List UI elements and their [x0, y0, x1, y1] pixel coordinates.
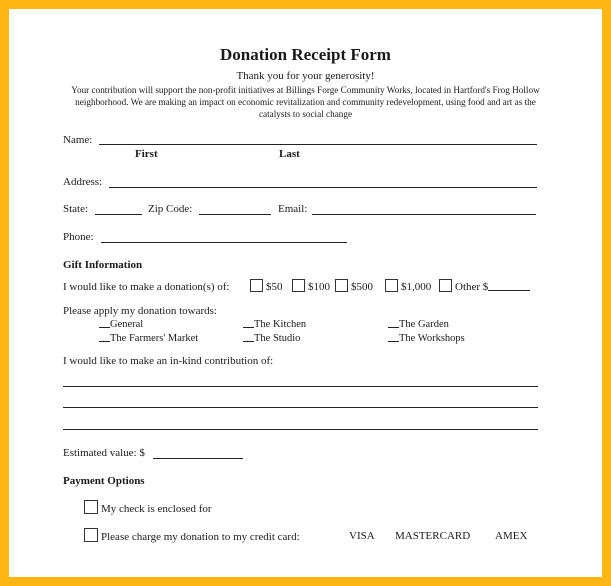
target-workshops-blank[interactable]	[388, 332, 399, 342]
gift-heading: Gift Information	[63, 259, 143, 271]
intro-paragraph	[9, 84, 602, 120]
card-checkbox[interactable]	[84, 528, 98, 542]
target-farmers-market[interactable]	[99, 332, 198, 344]
target-farmers-market-label: The Farmers' Market	[110, 333, 199, 344]
card-mastercard[interactable]: MASTERCARD	[395, 530, 471, 542]
email-label: Email:	[278, 203, 308, 215]
target-workshops[interactable]	[388, 332, 465, 344]
state-field[interactable]	[95, 214, 142, 215]
checkbox-500[interactable]	[335, 279, 348, 292]
target-workshops-label: The Workshops	[399, 333, 465, 344]
card-visa[interactable]: VISA	[349, 530, 375, 542]
check-label: My check is enclosed for	[101, 503, 212, 515]
check-option[interactable]	[84, 500, 212, 515]
target-general[interactable]	[99, 318, 143, 330]
target-studio[interactable]	[243, 332, 300, 344]
checkbox-other[interactable]	[439, 279, 452, 292]
address-field[interactable]	[109, 187, 537, 188]
other-amount-field[interactable]	[488, 281, 530, 291]
first-name-caption: First	[135, 148, 158, 160]
target-kitchen-label: The Kitchen	[254, 319, 307, 330]
payment-heading: Payment Options	[63, 475, 145, 487]
card-option[interactable]	[84, 528, 300, 543]
inkind-line-1[interactable]	[63, 386, 538, 387]
phone-label: Phone:	[63, 231, 94, 243]
zip-label: Zip Code:	[148, 203, 193, 215]
target-kitchen-blank[interactable]	[243, 318, 254, 328]
target-farmers-market-blank[interactable]	[99, 332, 110, 342]
check-checkbox[interactable]	[84, 500, 98, 514]
last-name-caption: Last	[279, 148, 300, 160]
card-amex[interactable]: AMEX	[495, 530, 528, 542]
target-garden-blank[interactable]	[388, 318, 399, 328]
estimated-value-label: Estimated value: $	[63, 447, 145, 459]
amount-50[interactable]	[250, 279, 283, 293]
inkind-prompt: I would like to make an in-kind contribution of:	[63, 355, 274, 367]
donation-prompt: I would like to make a donation(s) of:	[63, 281, 230, 293]
target-kitchen[interactable]	[243, 318, 306, 330]
amount-other-label: Other $	[455, 281, 489, 293]
checkbox-100[interactable]	[292, 279, 305, 292]
amount-1000-label: $1,000	[401, 281, 432, 293]
checkbox-1000[interactable]	[385, 279, 398, 292]
amount-500[interactable]	[335, 279, 373, 293]
thanks-line: Thank you for your generosity!	[236, 70, 375, 82]
name-label: Name:	[63, 134, 93, 146]
amount-1000[interactable]	[385, 279, 431, 293]
target-garden[interactable]	[388, 318, 449, 330]
amount-other[interactable]	[439, 279, 530, 293]
zip-field[interactable]	[199, 214, 271, 215]
apply-prompt: Please apply my donation towards:	[63, 305, 217, 317]
amount-50-label: $50	[266, 281, 283, 293]
amount-100-label: $100	[308, 281, 330, 293]
email-field[interactable]	[312, 214, 536, 215]
target-studio-blank[interactable]	[243, 332, 254, 342]
inkind-line-2[interactable]	[63, 407, 538, 408]
amount-100[interactable]	[292, 279, 330, 293]
phone-field[interactable]	[101, 242, 347, 243]
state-label: State:	[63, 203, 89, 215]
target-general-blank[interactable]	[99, 318, 110, 328]
inkind-line-3[interactable]	[63, 429, 538, 430]
intro-text: Your contribution will support the non-profit initiatives at Billings Forge Community Works, located in Hartford's Frog Hollow neighborhood. We are making an impact on economic revitalization and community redevelopment, using food and art as the catalysts to social change	[71, 85, 540, 119]
amount-500-label: $500	[351, 281, 373, 293]
donation-receipt-form	[9, 9, 602, 577]
estimated-value-field[interactable]	[153, 458, 243, 459]
address-label: Address:	[63, 176, 103, 188]
form-title: Donation Receipt Form	[220, 45, 391, 64]
name-field[interactable]	[99, 144, 537, 145]
target-studio-label: The Studio	[254, 333, 301, 344]
card-label: Please charge my donation to my credit card:	[101, 531, 300, 543]
target-general-label: General	[110, 319, 144, 330]
target-garden-label: The Garden	[399, 319, 449, 330]
checkbox-50[interactable]	[250, 279, 263, 292]
